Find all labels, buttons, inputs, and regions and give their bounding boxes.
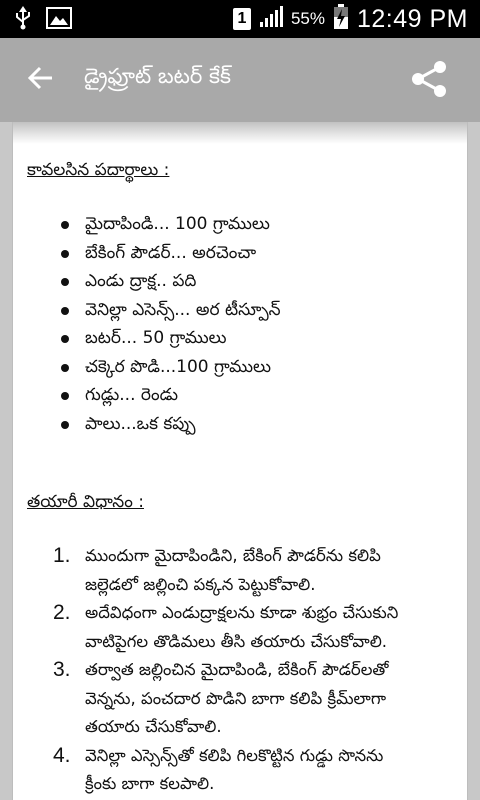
ingredients-list [13,210,467,438]
bullet [61,421,69,429]
battery-percent: 55% [290,9,325,28]
share-button[interactable] [404,56,454,106]
bullet [61,221,69,229]
bullet [61,250,69,258]
list-item: బటర్... 50 గ్రాములు [13,324,467,353]
step-line: క్రీంకు బాగా కలపాలి. [85,774,215,793]
list-item: పాలు...ఒక కప్పు [13,410,467,439]
bullet [61,392,69,400]
step-item [13,742,467,799]
bullet [61,364,69,372]
step-number: 4. [53,743,71,767]
recipe-content[interactable] [12,122,468,800]
step-item [13,542,467,599]
list-item: వెనిల్లా ఎసెన్స్... అర టీస్పూన్ [13,296,467,325]
bullet [61,307,69,315]
page-title: డ్రైఫ్రూట్ బటర్ కేక్ [84,64,231,88]
step-line: అదేవిధంగా ఎండుద్రాక్షలను కూడా శుభ్రం చేసుకుని [85,603,399,622]
list-item: మైదాపిండి... 100 గ్రాములు [13,210,467,239]
ingredients-heading: కావలసిన పదార్థాలు : [27,160,170,180]
bullet [61,278,69,286]
arrow-back-icon [26,64,54,96]
divider [13,122,467,144]
sim-icon: 1 [233,8,251,30]
list-item: ఎండు ద్రాక్ష.. పది [13,267,467,296]
step-line: తర్వాత జల్లించిన మైదాపిండి, బేకింగ్ పౌడర్‌లతో [85,660,389,679]
signal-icon [259,6,283,32]
step-line: వాటిపైగల తొడిమలు తీసి తయారు చేసుకోవాలి. [85,631,388,651]
method-heading: తయారీ విధానం : [27,492,144,512]
list-item: బేకింగ్ పౌడర్... అరచెంచా [13,239,467,268]
usb-icon [14,6,32,34]
step-number: 1. [53,544,71,567]
battery-charging-icon [333,4,349,34]
back-button[interactable] [18,58,62,102]
bullet [61,335,69,343]
step-line: ముందుగా మైదాపిండిని, బేకింగ్ పౌడర్‌ను కలిపి [85,546,381,565]
method-steps [13,542,467,799]
step-item [13,656,467,742]
step-line: వెన్నను, పంచదార పొడిని బాగా కలిపి క్రీమ్‌లాగా [85,688,387,708]
app-bar [0,38,480,122]
status-bar [0,0,480,38]
step-item [13,599,467,656]
share-icon [409,59,449,103]
clock: 12:49 PM [356,4,468,33]
step-line: జల్లెడలో జల్లించి పక్కన పెట్టుకోవాలి. [85,574,316,594]
step-line: వెనిల్లా ఎస్సెన్స్‌తో కలిపి గిలకొట్టిన గుడ్డు సొనను [85,745,384,765]
step-number: 3. [53,658,71,681]
list-item: చక్కెర పొడి...100 గ్రాములు [13,353,467,382]
list-item: గుడ్లు... రెండు [13,381,467,410]
step-line: తయారు చేసుకోవాలి. [85,717,222,736]
step-number: 2. [53,601,71,624]
image-icon [46,7,72,33]
